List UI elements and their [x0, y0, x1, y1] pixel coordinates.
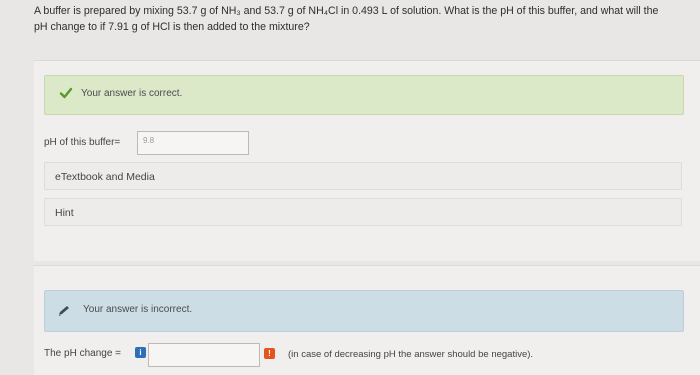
- question-text: [34, 3, 694, 35]
- ph-change-input[interactable]: [148, 343, 260, 367]
- etextbook-media-toggle[interactable]: [44, 162, 682, 190]
- question-line-1: A buffer is prepared by mixing 53.7 g of NH₃ and 53.7 g of NH₄Cl in 0.493 L of solution. What is the pH of this buffer, and what will the: [34, 5, 659, 17]
- correct-feedback-banner: [44, 75, 684, 115]
- checkmark-icon: [59, 86, 73, 100]
- ph-buffer-label: pH of this buffer=: [44, 137, 121, 148]
- correct-feedback-text: Your answer is correct.: [81, 88, 183, 99]
- negative-answer-note: (in case of decreasing pH the answer should be negative).: [288, 349, 534, 360]
- alert-icon: !: [264, 348, 275, 359]
- info-icon[interactable]: i: [135, 347, 146, 358]
- incorrect-feedback-banner: [44, 290, 684, 332]
- pencil-icon: [57, 304, 71, 318]
- incorrect-feedback-text: Your answer is incorrect.: [83, 304, 193, 315]
- ph-change-label: The pH change =: [44, 348, 121, 359]
- ph-buffer-input[interactable]: 9.8: [137, 131, 249, 155]
- etextbook-media-label: eTextbook and Media: [55, 171, 155, 183]
- hint-toggle[interactable]: [44, 198, 682, 226]
- question-line-2: pH change to if 7.91 g of HCl is then added to the mixture?: [34, 21, 310, 33]
- hint-label: Hint: [55, 207, 74, 219]
